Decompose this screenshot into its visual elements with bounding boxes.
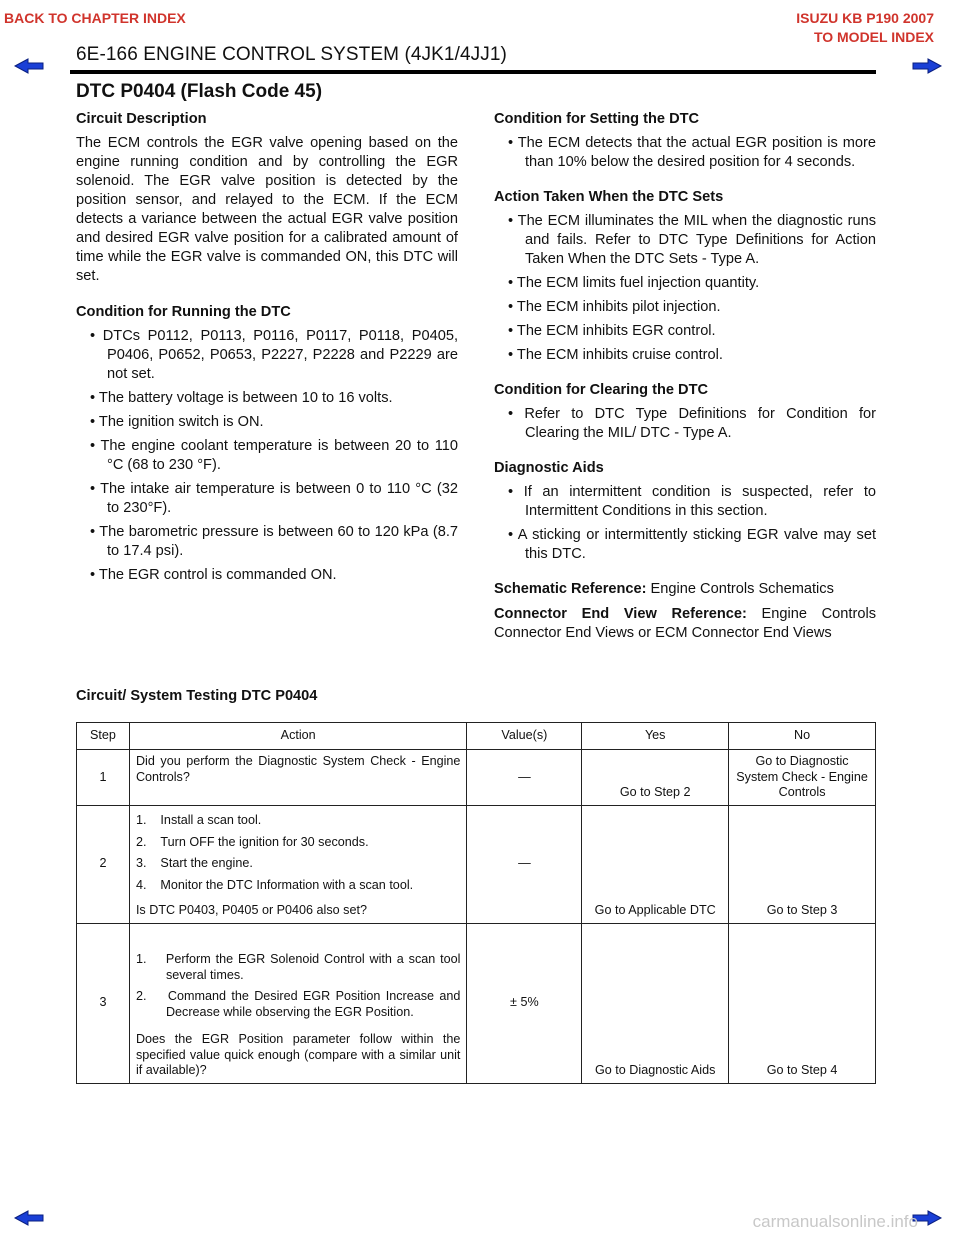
circuit-description-text: The ECM controls the EGR valve opening based on the engine running condition and by controlling the EGR solenoid. The EGR valve position is detected by the position sensor, and relayed to the ECM. If the ECM detects a variance between the actual EGR valve position and desired EGR valve position for a calibrated amount of time while the EGR valve is commanded ON, this DTC will set. [76,135,458,284]
step-number: 3 [77,923,130,1083]
action-item: • The ECM limits fuel injection quantity. [508,275,760,291]
action-item: • The ECM illuminates the MIL when the diagnostic runs and fails. Refer to DTC Type Definitions for Action Taken When the DTC Sets - Type A. [508,213,876,267]
running-item: • The barometric pressure is between 60 to 120 kPa (8.7 to 17.4 psi). [90,524,458,559]
aids-item: • A sticking or intermittently sticking EGR valve may set this DTC. [508,527,876,562]
diagnostic-table [76,722,876,1084]
running-item: • The ignition switch is ON. [90,414,264,430]
table-header-row [77,723,876,750]
to-model-index-link[interactable]: TO MODEL INDEX [813,29,934,45]
diagnostic-aids-heading: Diagnostic Aids [494,460,604,476]
clearing-condition-heading: Condition for Clearing the DTC [494,382,709,398]
yes-cell: Go to Diagnostic Aids [582,923,729,1083]
dtc-title: DTC P0404 (Flash Code 45) [76,81,323,102]
header-values: Value(s) [467,723,582,750]
running-item: • The engine coolant temperature is between 20 to 110 °C (68 to 230 °F). [90,438,458,473]
action-item: 2. Turn OFF the ignition for 30 seconds. [135,834,369,849]
connector-reference [494,605,876,643]
previous-page-arrow-icon[interactable] [14,58,44,74]
setting-condition-heading: Condition for Setting the DTC [494,111,700,127]
action-item: • The ECM inhibits cruise control. [508,347,723,363]
action-item: 4. Monitor the DTC Information with a scan tool. [135,877,414,892]
right-column [494,110,876,657]
schematic-reference-value: Engine Controls Schematics [646,581,834,597]
action-item: 1. Perform the EGR Solenoid Control with a scan tool several times. [135,952,461,982]
running-condition-heading: Condition for Running the DTC [76,304,291,320]
action-taken-heading: Action Taken When the DTC Sets [494,189,724,205]
model-title: ISUZU KB P190 2007 [796,10,934,26]
no-cell: Go to Diagnostic System Check - Engine Controls [729,750,876,806]
action-question: Does the EGR Position parameter follow within the specified value quick enough (compare with a similar unit if available)? [135,1032,461,1077]
header-rule [70,70,876,74]
action-item: 1. Install a scan tool. [135,813,262,827]
header-step: Step [77,723,130,750]
running-item: • The battery voltage is between 10 to 16 volts. [90,390,393,406]
setting-item: • The ECM detects that the actual EGR position is more than 10% below the desired position for 4 seconds. [508,135,876,170]
running-item: • The intake air temperature is between 0 to 110 °C (32 to 230°F). [90,481,458,516]
testing-heading: Circuit/ System Testing DTC P0404 [76,688,318,704]
header-yes: Yes [582,723,729,750]
circuit-description-heading: Circuit Description [76,111,207,127]
action-item: 3. Start the engine. [135,856,253,870]
table-row [77,750,876,806]
table-row [77,805,876,923]
clearing-item: • Refer to DTC Type Definitions for Condition for Clearing the MIL/ DTC - Type A. [508,406,876,441]
page-header-title: 6E-166 ENGINE CONTROL SYSTEM (4JK1/4JJ1) [76,44,507,65]
action-item: • The ECM inhibits EGR control. [508,323,716,339]
yes-cell: Go to Step 2 [582,750,729,806]
schematic-reference-label: Schematic Reference: [494,581,647,597]
left-column [76,110,458,590]
next-page-arrow-icon[interactable] [912,58,942,74]
value-cell: ± 5% [467,923,582,1083]
action-cell [129,805,467,923]
header-action: Action [129,723,467,750]
value-cell: — [467,805,582,923]
step-number: 1 [77,750,130,806]
action-item: 2. Command the Desired EGR Position Increase and Decrease while observing the EGR Position. [135,989,461,1019]
step-number: 2 [77,805,130,923]
yes-cell: Go to Applicable DTC [582,805,729,923]
schematic-reference [494,580,876,599]
action-item: • The ECM inhibits pilot injection. [508,299,721,315]
no-cell: Go to Step 3 [729,805,876,923]
action-cell [129,923,467,1083]
aids-item: • If an intermittent condition is suspected, refer to Intermittent Conditions in this section. [508,484,876,519]
table-row [77,923,876,1083]
action-question: Did you perform the Diagnostic System Check - Engine Controls? [135,754,461,784]
previous-page-arrow-icon[interactable] [14,1210,44,1226]
action-question: Is DTC P0403, P0405 or P0406 also set? [135,903,367,917]
connector-reference-label: Connector End View Reference: [494,606,747,622]
connector-reference-value: Engine Controls Connector End Views or ECM Connector End Views [494,606,876,641]
back-to-chapter-index-link[interactable]: BACK TO CHAPTER INDEX [4,10,186,26]
running-item: • DTCs P0112, P0113, P0116, P0117, P0118, P0405, P0406, P0652, P0653, P2227, P2228 and P2229 are not set. [90,328,458,382]
running-item: • The EGR control is commanded ON. [90,567,337,583]
watermark-text: carmanualsonline.info [752,1212,918,1231]
no-cell: Go to Step 4 [729,923,876,1083]
header-no: No [729,723,876,750]
action-cell [129,750,467,806]
value-cell: — [467,750,582,806]
